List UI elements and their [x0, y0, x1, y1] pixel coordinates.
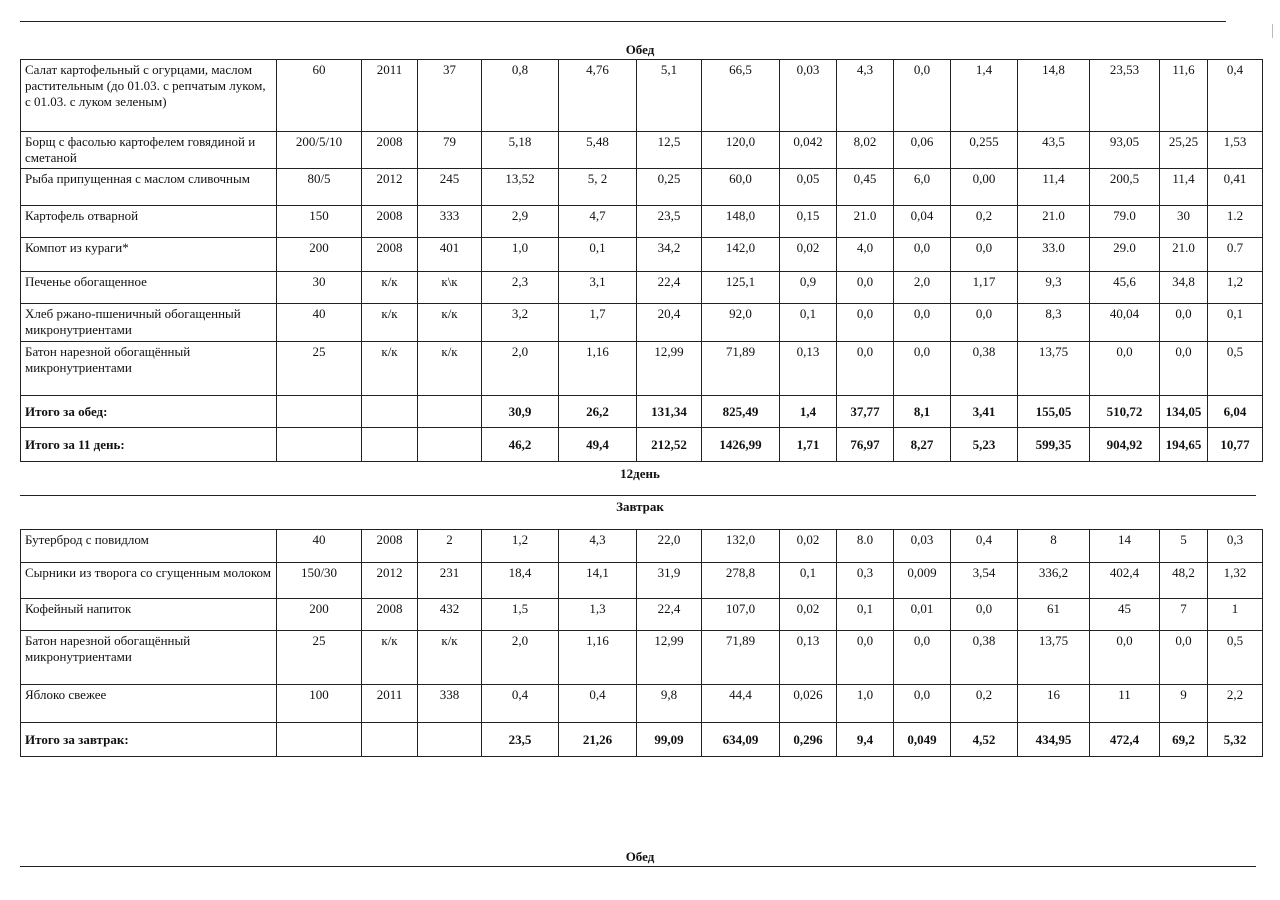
table-row — [21, 530, 1263, 563]
table-cell: 0,0 — [894, 685, 951, 723]
table-cell: 1,3 — [559, 599, 637, 631]
dish-name: Хлеб ржано-пшеничный обогащенный микронутриентами — [21, 304, 277, 342]
table-cell: к/к — [418, 342, 482, 396]
table-cell: 4,0 — [837, 238, 894, 272]
table-cell: 5, 2 — [559, 169, 637, 206]
table-cell: 0,0 — [894, 631, 951, 685]
table-cell: 0,00 — [951, 169, 1018, 206]
table-cell: 9,4 — [837, 723, 894, 757]
table-cell: 4,76 — [559, 60, 637, 132]
table-cell: 0,0 — [894, 304, 951, 342]
table-cell: 21.0 — [837, 206, 894, 238]
table-cell: 1,17 — [951, 272, 1018, 304]
table-cell: 1,2 — [482, 530, 559, 563]
table-cell: 9,3 — [1018, 272, 1090, 304]
table-cell: 0,45 — [837, 169, 894, 206]
table-cell: 200/5/10 — [277, 132, 362, 169]
table-cell: 11,6 — [1160, 60, 1208, 132]
table-cell: 1,7 — [559, 304, 637, 342]
table-cell: 34,2 — [637, 238, 702, 272]
table-cell: 25 — [277, 342, 362, 396]
section-title-breakfast: Завтрак — [616, 499, 664, 514]
table-cell: 0,02 — [780, 599, 837, 631]
table-cell: 131,34 — [637, 396, 702, 428]
table-cell: 200,5 — [1090, 169, 1160, 206]
table-cell: 148,0 — [702, 206, 780, 238]
table-cell: 60 — [277, 60, 362, 132]
table-cell — [418, 723, 482, 757]
table-cell: 12,99 — [637, 342, 702, 396]
table-cell: 0,03 — [780, 60, 837, 132]
table-cell: 46,2 — [482, 428, 559, 462]
table-cell: 1,5 — [482, 599, 559, 631]
table-cell — [362, 723, 418, 757]
table-cell: 333 — [418, 206, 482, 238]
table-cell: 9 — [1160, 685, 1208, 723]
table-cell: 37 — [418, 60, 482, 132]
table-cell: 0,38 — [951, 342, 1018, 396]
table-cell: 40,04 — [1090, 304, 1160, 342]
table-cell: 2012 — [362, 563, 418, 599]
table-cell: 2,3 — [482, 272, 559, 304]
table-cell: 0,0 — [951, 304, 1018, 342]
table-cell: 434,95 — [1018, 723, 1090, 757]
table-cell: 40 — [277, 304, 362, 342]
top-rule — [20, 21, 1226, 22]
table-cell: 0,009 — [894, 563, 951, 599]
table-cell: к/к — [362, 631, 418, 685]
table-row — [21, 342, 1263, 396]
table-cell: 1,0 — [482, 238, 559, 272]
table-cell: 20,4 — [637, 304, 702, 342]
table-cell: 3,2 — [482, 304, 559, 342]
table-cell: 8,02 — [837, 132, 894, 169]
table-cell: 0,01 — [894, 599, 951, 631]
table-cell: 432 — [418, 599, 482, 631]
dish-name: Батон нарезной обогащённый микронутриентами — [21, 342, 277, 396]
table-cell: 13,75 — [1018, 631, 1090, 685]
table-cell — [362, 396, 418, 428]
dish-name: Рыба припущенная с маслом сливочным — [21, 169, 277, 206]
table-cell: 11 — [1090, 685, 1160, 723]
table-cell: 8.0 — [837, 530, 894, 563]
table-row — [21, 132, 1263, 169]
table-cell: 0,0 — [951, 238, 1018, 272]
dish-name: Борщ с фасолью картофелем говядиной и сметаной — [21, 132, 277, 169]
table-cell: 11,4 — [1160, 169, 1208, 206]
table-cell: 23,5 — [482, 723, 559, 757]
table-cell: 1,53 — [1208, 132, 1263, 169]
table-cell: 2,2 — [1208, 685, 1263, 723]
table-cell: к/к — [362, 304, 418, 342]
table-cell: 0,02 — [780, 530, 837, 563]
table-cell: 23,5 — [637, 206, 702, 238]
table-cell: 34,8 — [1160, 272, 1208, 304]
table-cell: 9,8 — [637, 685, 702, 723]
table-cell: 0,3 — [837, 563, 894, 599]
table-cell: 0,5 — [1208, 342, 1263, 396]
table-cell: 0,13 — [780, 342, 837, 396]
table-cell: 0,0 — [1090, 342, 1160, 396]
table-cell — [277, 723, 362, 757]
table-cell: 79 — [418, 132, 482, 169]
table-cell: 44,4 — [702, 685, 780, 723]
table-cell: 16 — [1018, 685, 1090, 723]
section-title-lunch-2: Обед — [625, 849, 655, 864]
table-cell: 25,25 — [1160, 132, 1208, 169]
table-cell: 1.2 — [1208, 206, 1263, 238]
dish-name: Итого за 11 день: — [21, 428, 277, 462]
table-cell — [277, 396, 362, 428]
table-cell: 48,2 — [1160, 563, 1208, 599]
table-cell: 4,7 — [559, 206, 637, 238]
table-cell: 1 — [1208, 599, 1263, 631]
table-cell: 0,0 — [837, 631, 894, 685]
table-cell: 8 — [1018, 530, 1090, 563]
table-cell: 5,18 — [482, 132, 559, 169]
table-cell: 0,049 — [894, 723, 951, 757]
table-cell: 0,1 — [780, 563, 837, 599]
table-cell: к/к — [418, 631, 482, 685]
table-cell: 3,41 — [951, 396, 1018, 428]
table-cell: 1,4 — [780, 396, 837, 428]
table-cell: 2,0 — [894, 272, 951, 304]
table-cell: 0,9 — [780, 272, 837, 304]
dish-name: Итого за обед: — [21, 396, 277, 428]
dish-name: Картофель отварной — [21, 206, 277, 238]
table-row — [21, 599, 1263, 631]
table-cell: 6,0 — [894, 169, 951, 206]
table-row — [21, 169, 1263, 206]
table-cell: 2008 — [362, 599, 418, 631]
table-cell: 245 — [418, 169, 482, 206]
table-cell: 0,1 — [837, 599, 894, 631]
table-cell: 2008 — [362, 132, 418, 169]
table-cell: 22,4 — [637, 599, 702, 631]
table-cell: 0,0 — [837, 342, 894, 396]
table-cell: 155,05 — [1018, 396, 1090, 428]
table-cell: 0,0 — [951, 599, 1018, 631]
table-cell: 5,23 — [951, 428, 1018, 462]
table-cell: 2011 — [362, 60, 418, 132]
table-cell: 30 — [1160, 206, 1208, 238]
table-cell: 150/30 — [277, 563, 362, 599]
table-cell: 71,89 — [702, 631, 780, 685]
table-cell: 10,77 — [1208, 428, 1263, 462]
table-cell: 49,4 — [559, 428, 637, 462]
table-cell: 2008 — [362, 530, 418, 563]
lunch-table — [20, 59, 1263, 462]
table-cell: 21.0 — [1018, 206, 1090, 238]
table-cell: 0,0 — [1090, 631, 1160, 685]
table-cell — [418, 396, 482, 428]
dish-name: Компот из кураги* — [21, 238, 277, 272]
table-row — [21, 304, 1263, 342]
table-cell: 2012 — [362, 169, 418, 206]
table-cell: 142,0 — [702, 238, 780, 272]
table-cell: 0,2 — [951, 685, 1018, 723]
table-cell: 0,0 — [894, 238, 951, 272]
table-cell: 29.0 — [1090, 238, 1160, 272]
table-cell: 0,03 — [894, 530, 951, 563]
table-cell: 30,9 — [482, 396, 559, 428]
table-cell: к/к — [418, 304, 482, 342]
table-cell: к/к — [362, 272, 418, 304]
table-cell: 338 — [418, 685, 482, 723]
table-cell: 22,0 — [637, 530, 702, 563]
day-rule — [20, 495, 1256, 496]
table-cell: 0,1 — [780, 304, 837, 342]
table-row — [21, 272, 1263, 304]
table-cell: 0,25 — [637, 169, 702, 206]
edge-mark — [1272, 24, 1273, 38]
dish-name: Бутерброд с повидлом — [21, 530, 277, 563]
table-cell: 71,89 — [702, 342, 780, 396]
table-cell: 45,6 — [1090, 272, 1160, 304]
table-cell: 5,32 — [1208, 723, 1263, 757]
table-cell — [418, 428, 482, 462]
table-cell: 825,49 — [702, 396, 780, 428]
table-cell: 0,5 — [1208, 631, 1263, 685]
table-cell: 13,75 — [1018, 342, 1090, 396]
table-cell: 1,16 — [559, 631, 637, 685]
table-cell: 1,32 — [1208, 563, 1263, 599]
table-cell: 25 — [277, 631, 362, 685]
table-cell: 0,8 — [482, 60, 559, 132]
table-cell: 132,0 — [702, 530, 780, 563]
table-cell: 2,0 — [482, 631, 559, 685]
table-cell: 8,27 — [894, 428, 951, 462]
table-cell: 0,3 — [1208, 530, 1263, 563]
table-cell: 79.0 — [1090, 206, 1160, 238]
table-cell: 14,8 — [1018, 60, 1090, 132]
table-cell: 2 — [418, 530, 482, 563]
table-cell: 18,4 — [482, 563, 559, 599]
table-cell: 0,05 — [780, 169, 837, 206]
table-cell: 0,2 — [951, 206, 1018, 238]
table-row — [21, 60, 1263, 132]
table-cell: 0,38 — [951, 631, 1018, 685]
table-cell: 2008 — [362, 238, 418, 272]
table-cell: 21.0 — [1160, 238, 1208, 272]
table-cell: к\к — [418, 272, 482, 304]
table-cell: 12,5 — [637, 132, 702, 169]
dish-name: Батон нарезной обогащённый микронутриентами — [21, 631, 277, 685]
table-cell: 1,2 — [1208, 272, 1263, 304]
table-cell: 0,0 — [894, 60, 951, 132]
table-cell: 1,16 — [559, 342, 637, 396]
table-cell: 4,3 — [837, 60, 894, 132]
table-cell: 3,1 — [559, 272, 637, 304]
table-cell: 0,042 — [780, 132, 837, 169]
table-cell: 0,0 — [837, 272, 894, 304]
table-cell: 634,09 — [702, 723, 780, 757]
table-row — [21, 238, 1263, 272]
table-cell: 3,54 — [951, 563, 1018, 599]
table-cell: 599,35 — [1018, 428, 1090, 462]
table-cell: 120,0 — [702, 132, 780, 169]
table-cell: 40 — [277, 530, 362, 563]
table-cell: 107,0 — [702, 599, 780, 631]
table-cell: 5,1 — [637, 60, 702, 132]
dish-name: Яблоко свежее — [21, 685, 277, 723]
table-cell: 8,1 — [894, 396, 951, 428]
table-cell: 5,48 — [559, 132, 637, 169]
table-cell: 93,05 — [1090, 132, 1160, 169]
table-cell: 14 — [1090, 530, 1160, 563]
table-cell: 0,0 — [1160, 342, 1208, 396]
table-cell: 22,4 — [637, 272, 702, 304]
table-cell: 5 — [1160, 530, 1208, 563]
day-title: 12день — [620, 466, 660, 481]
table-cell: 212,52 — [637, 428, 702, 462]
table-cell: 231 — [418, 563, 482, 599]
table-cell: 0,06 — [894, 132, 951, 169]
table-cell: 0,15 — [780, 206, 837, 238]
table-cell: 2008 — [362, 206, 418, 238]
table-cell: 1,4 — [951, 60, 1018, 132]
table-cell: 401 — [418, 238, 482, 272]
total-row — [21, 723, 1263, 757]
table-cell: 1,0 — [837, 685, 894, 723]
table-cell: 4,52 — [951, 723, 1018, 757]
table-cell: 14,1 — [559, 563, 637, 599]
table-cell — [277, 428, 362, 462]
table-cell: 0,0 — [1160, 304, 1208, 342]
table-cell: 92,0 — [702, 304, 780, 342]
table-cell: 0,4 — [1208, 60, 1263, 132]
table-cell: 0,4 — [482, 685, 559, 723]
table-cell: 60,0 — [702, 169, 780, 206]
table-cell — [362, 428, 418, 462]
table-cell: 336,2 — [1018, 563, 1090, 599]
table-cell: 0,4 — [559, 685, 637, 723]
table-cell: 0,0 — [1160, 631, 1208, 685]
table-cell: 0.7 — [1208, 238, 1263, 272]
table-cell: 0,1 — [1208, 304, 1263, 342]
table-cell: 2,9 — [482, 206, 559, 238]
table-row — [21, 206, 1263, 238]
table-cell: 125,1 — [702, 272, 780, 304]
table-cell: 0,296 — [780, 723, 837, 757]
table-cell: 69,2 — [1160, 723, 1208, 757]
table-cell: 0,13 — [780, 631, 837, 685]
table-cell: к/к — [362, 342, 418, 396]
table-cell: 150 — [277, 206, 362, 238]
dish-name: Салат картофельный с огурцами, маслом растительным (до 01.03. с репчатым луком, с 01.03. с луком зеленым) — [21, 60, 277, 132]
table-cell: 99,09 — [637, 723, 702, 757]
table-cell: 2011 — [362, 685, 418, 723]
breakfast-table — [20, 529, 1263, 757]
table-cell: 278,8 — [702, 563, 780, 599]
table-cell: 200 — [277, 238, 362, 272]
table-row — [21, 685, 1263, 723]
table-cell: 200 — [277, 599, 362, 631]
table-cell: 0,04 — [894, 206, 951, 238]
table-cell: 11,4 — [1018, 169, 1090, 206]
table-cell: 8,3 — [1018, 304, 1090, 342]
table-cell: 0,255 — [951, 132, 1018, 169]
table-cell: 33.0 — [1018, 238, 1090, 272]
table-cell: 61 — [1018, 599, 1090, 631]
table-cell: 13,52 — [482, 169, 559, 206]
table-cell: 23,53 — [1090, 60, 1160, 132]
total-row — [21, 428, 1263, 462]
dish-name: Итого за завтрак: — [21, 723, 277, 757]
table-cell: 402,4 — [1090, 563, 1160, 599]
table-row — [21, 563, 1263, 599]
table-cell: 37,77 — [837, 396, 894, 428]
table-cell: 30 — [277, 272, 362, 304]
table-cell: 1,71 — [780, 428, 837, 462]
table-cell: 0,4 — [951, 530, 1018, 563]
table-row — [21, 631, 1263, 685]
table-cell: 12,99 — [637, 631, 702, 685]
table-cell: 0,41 — [1208, 169, 1263, 206]
table-cell: 4,3 — [559, 530, 637, 563]
table-cell: 7 — [1160, 599, 1208, 631]
dish-name: Кофейный напиток — [21, 599, 277, 631]
table-cell: 100 — [277, 685, 362, 723]
table-cell: 134,05 — [1160, 396, 1208, 428]
table-cell: 0,026 — [780, 685, 837, 723]
table-cell: 80/5 — [277, 169, 362, 206]
table-cell: 43,5 — [1018, 132, 1090, 169]
table-cell: 76,97 — [837, 428, 894, 462]
bottom-rule — [20, 866, 1256, 867]
table-cell: 904,92 — [1090, 428, 1160, 462]
table-cell: 6,04 — [1208, 396, 1263, 428]
table-cell: 31,9 — [637, 563, 702, 599]
table-cell: 66,5 — [702, 60, 780, 132]
table-cell: 194,65 — [1160, 428, 1208, 462]
total-row — [21, 396, 1263, 428]
table-cell: 45 — [1090, 599, 1160, 631]
dish-name: Сырники из творога со сгущенным молоком — [21, 563, 277, 599]
table-cell: 2,0 — [482, 342, 559, 396]
table-cell: 510,72 — [1090, 396, 1160, 428]
table-cell: 472,4 — [1090, 723, 1160, 757]
table-cell: 0,0 — [894, 342, 951, 396]
table-cell: 1426,99 — [702, 428, 780, 462]
dish-name: Печенье обогащенное — [21, 272, 277, 304]
table-cell: 0,1 — [559, 238, 637, 272]
section-title-lunch: Обед — [625, 42, 655, 57]
table-cell: 0,02 — [780, 238, 837, 272]
table-cell: 26,2 — [559, 396, 637, 428]
table-cell: 21,26 — [559, 723, 637, 757]
table-cell: 0,0 — [837, 304, 894, 342]
